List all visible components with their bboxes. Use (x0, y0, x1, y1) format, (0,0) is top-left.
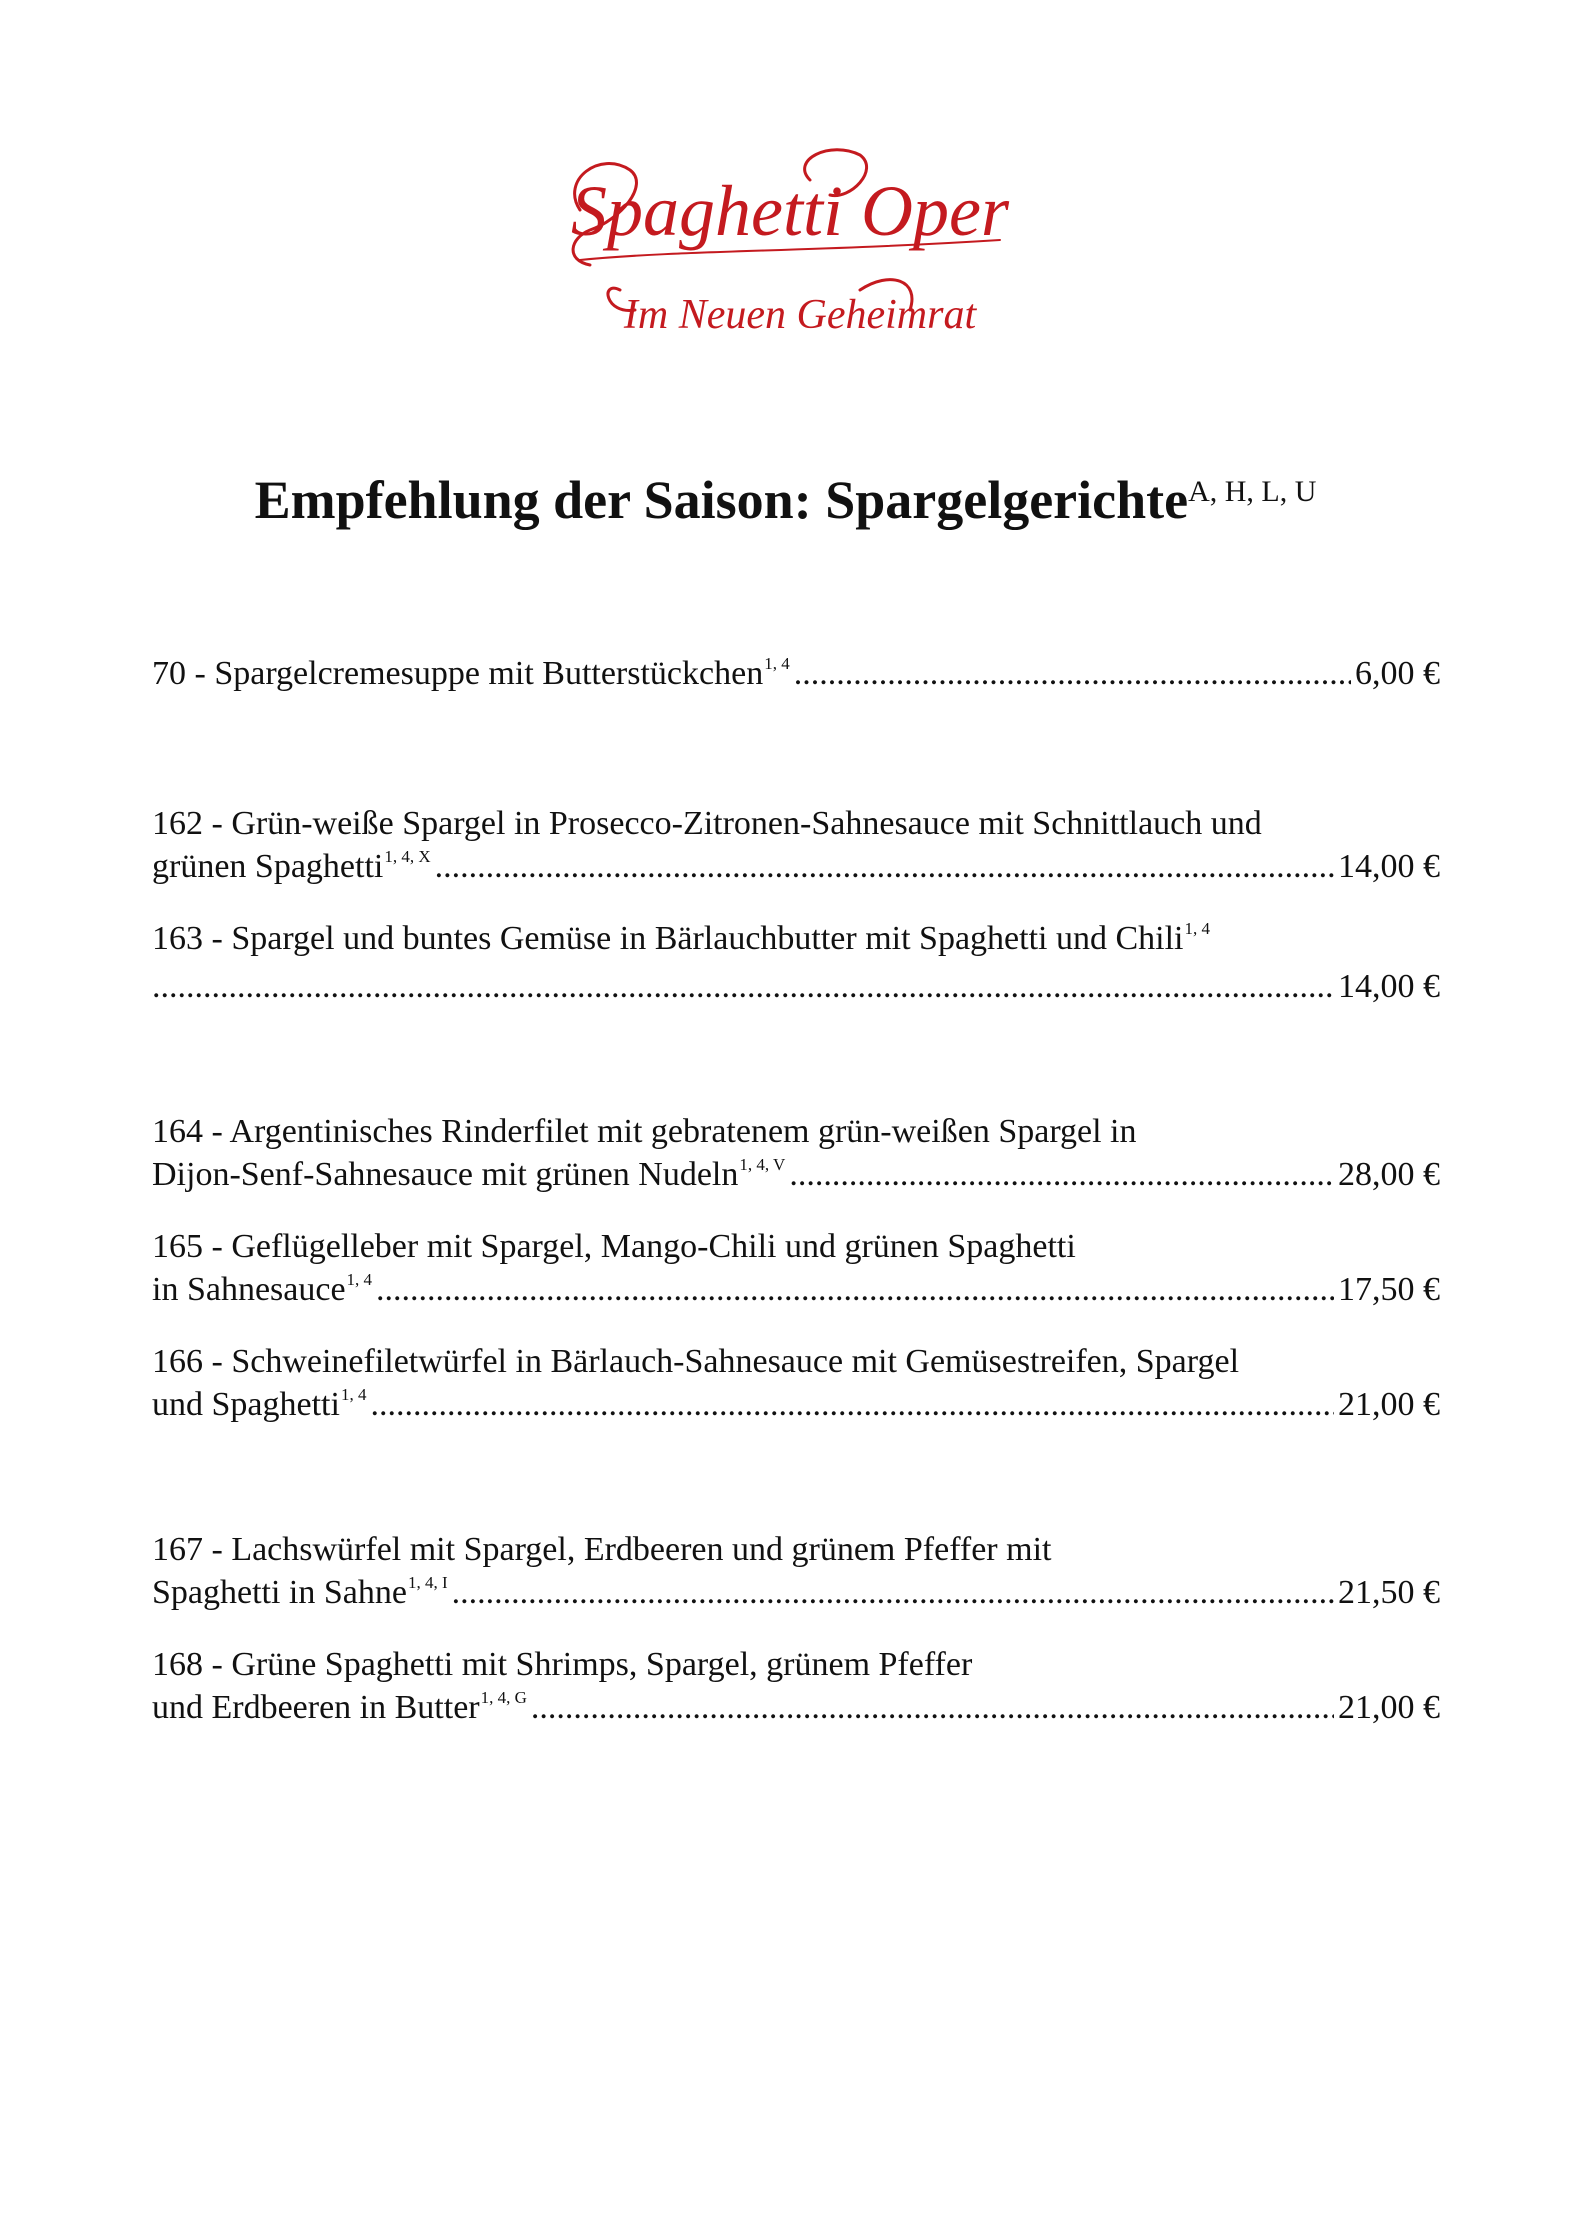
page-title (0, 470, 1571, 530)
dot-leader (794, 652, 1351, 695)
item-text-2: und Erdbeeren in Butter (152, 1689, 480, 1726)
item-text-2: in Sahnesauce (152, 1271, 346, 1308)
item-price: 14,00 € (1338, 968, 1440, 1005)
item-text-2: und Spaghetti (152, 1386, 340, 1423)
dot-leader (435, 845, 1334, 888)
page-title-text: Empfehlung der Saison: Spargelgerichte (254, 470, 1189, 530)
item-price: 17,50 € (1338, 1271, 1440, 1308)
menu-item-167 (152, 1528, 1440, 1619)
menu-item-166 (152, 1340, 1440, 1431)
item-text: 163 - Spargel und buntes Gemüse in Bärlauchbutter mit Spaghetti und Chili (152, 920, 1184, 957)
logo-line-2: Im Neuen Geheimrat (623, 292, 977, 338)
restaurant-logo (560, 140, 1020, 360)
item-text-2: Dijon-Senf-Sahnesauce mit grünen Nudeln (152, 1156, 739, 1193)
item-price: 28,00 € (1338, 1156, 1440, 1193)
logo-line-1: Spaghetti Oper (571, 171, 1009, 251)
dot-leader (370, 1383, 1334, 1426)
logo-graphic (560, 140, 1020, 360)
item-text-2: Spaghetti in Sahne (152, 1574, 407, 1611)
item-notes: 1, 4 (764, 654, 790, 673)
item-text: 162 - Grün-weiße Spargel in Prosecco-Zitronen-Sahnesauce mit Schnittlauch und (152, 805, 1262, 842)
item-notes: 1, 4 (346, 1270, 373, 1289)
menu-item-163 (152, 917, 1440, 1008)
dot-leader (376, 1268, 1334, 1311)
item-text: 166 - Schweinefiletwürfel in Bärlauch-Sahnesauce mit Gemüsestreifen, Spargel (152, 1343, 1240, 1380)
menu-item-70 (152, 652, 1440, 700)
item-notes: 1, 4, X (384, 847, 431, 866)
item-text-2: grünen Spaghetti (152, 848, 384, 885)
item-text: 165 - Geflügelleber mit Spargel, Mango-Chili und grünen Spaghetti (152, 1228, 1076, 1265)
menu-item-168 (152, 1643, 1440, 1734)
item-text: 164 - Argentinisches Rinderfilet mit gebratenem grün-weißen Spargel in (152, 1113, 1137, 1150)
item-price: 21,00 € (1338, 1689, 1440, 1726)
item-price: 21,50 € (1338, 1574, 1440, 1611)
title-allergens: A, H, L, U (1188, 475, 1317, 508)
menu-item-162 (152, 802, 1440, 893)
item-text: 167 - Lachswürfel mit Spargel, Erdbeeren und grünem Pfeffer mit (152, 1531, 1052, 1568)
item-notes: 1, 4, I (407, 1573, 448, 1592)
menu-item-165 (152, 1225, 1440, 1316)
dot-leader (531, 1686, 1334, 1729)
dot-leader (452, 1571, 1334, 1614)
item-notes: 1, 4 (340, 1385, 367, 1404)
item-text: 70 - Spargelcremesuppe mit Butterstückchen (152, 655, 764, 692)
item-price: 21,00 € (1338, 1386, 1440, 1423)
dot-leader (789, 1153, 1334, 1196)
dot-leader (152, 965, 1334, 1008)
item-text: 168 - Grüne Spaghetti mit Shrimps, Spargel, grünem Pfeffer (152, 1646, 973, 1683)
item-price: 14,00 € (1338, 848, 1440, 885)
item-price: 6,00 € (1355, 655, 1440, 692)
item-notes: 1, 4, V (739, 1155, 786, 1174)
item-notes: 1, 4 (1184, 919, 1211, 938)
menu-item-164 (152, 1110, 1440, 1201)
item-notes: 1, 4, G (480, 1688, 527, 1707)
